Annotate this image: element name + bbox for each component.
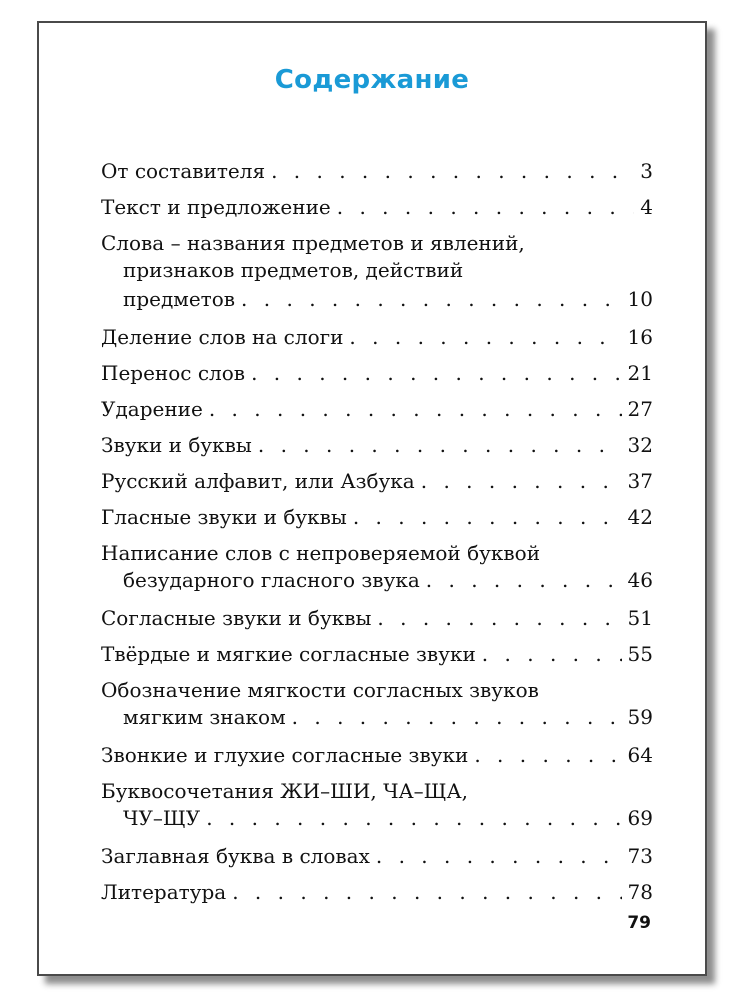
toc-entry-title-line: предметов — [123, 287, 236, 311]
toc-entry-page: 32 — [627, 433, 653, 457]
toc-entry-page: 42 — [627, 505, 653, 529]
toc-entry-page: 4 — [640, 195, 653, 219]
toc-entry-page: 51 — [627, 606, 653, 630]
document-page — [37, 21, 707, 976]
dot-leader — [426, 566, 622, 595]
toc-entry-title-line: Гласные звуки и буквы — [101, 505, 347, 529]
dot-leader — [232, 879, 621, 905]
toc-entry — [101, 230, 653, 314]
toc-entry-title-line: Текст и предложение — [101, 195, 331, 219]
toc-entry-title-line: признаков предметов, действий — [123, 258, 464, 282]
dot-leader — [209, 396, 622, 422]
toc-entry-page: 16 — [627, 325, 653, 349]
toc-entry-title-line: безударного гласного звука — [123, 568, 420, 592]
toc-entry-title-line: От составителя — [101, 159, 266, 183]
toc-entry — [101, 194, 653, 220]
dot-leader — [474, 742, 621, 768]
toc-entry — [101, 843, 653, 869]
toc-entry-title-line: Буквосочетания ЖИ–ШИ, ЧА–ЩА, — [101, 779, 469, 803]
toc-entry — [101, 879, 653, 905]
dot-leader — [258, 432, 622, 458]
toc-entry — [101, 778, 653, 833]
dot-leader — [251, 360, 621, 386]
page-number: 79 — [627, 913, 651, 933]
toc-entry-title-line: мягким знаком — [123, 705, 286, 729]
dot-leader — [292, 703, 622, 732]
toc-entry-title-line: Звуки и буквы — [101, 433, 252, 457]
dot-leader — [482, 641, 622, 667]
toc-entry — [101, 605, 653, 631]
toc-entry-title-line: Звонкие и глухие согласные звуки — [101, 743, 469, 767]
toc-entry — [101, 641, 653, 667]
dot-leader — [353, 504, 622, 530]
toc-entry-title-line: Литература — [101, 880, 227, 904]
page-title: Содержание — [274, 65, 470, 95]
toc-entry-title-line: Перенос слов — [101, 361, 246, 385]
toc-entry-title-line: Написание слов с непроверяемой буквой — [101, 541, 541, 565]
toc-entry-page: 10 — [627, 287, 653, 311]
toc-entry-title-line: Русский алфавит, или Азбука — [101, 469, 415, 493]
toc-entry-page: 69 — [627, 806, 653, 830]
toc-entry — [101, 158, 653, 184]
toc-entry-title-line: Согласные звуки и буквы — [101, 606, 372, 630]
toc-entry-title-line: Твёрдые и мягкие согласные звуки — [101, 642, 476, 666]
toc-entry-page: 55 — [627, 642, 653, 666]
dot-leader — [241, 285, 622, 314]
toc-entry — [101, 432, 653, 458]
toc-entry — [101, 504, 653, 530]
toc-entry-page: 21 — [627, 361, 653, 385]
toc-entry — [101, 468, 653, 494]
toc-entry — [101, 677, 653, 732]
toc-entry-page: 37 — [627, 469, 653, 493]
toc-entry — [101, 540, 653, 595]
dot-leader — [271, 158, 634, 184]
toc-entry-page: 27 — [627, 397, 653, 421]
toc-entry-page: 78 — [627, 880, 653, 904]
toc-entry-page: 46 — [627, 568, 653, 592]
toc-entry-page: 3 — [640, 159, 653, 183]
toc-entry — [101, 742, 653, 768]
toc-entry-title-line: Обозначение мягкости согласных звуков — [101, 678, 539, 702]
toc-entry — [101, 324, 653, 350]
toc-entry-title-line: Деление слов на слоги — [101, 325, 344, 349]
toc-entry-title-line: Заглавная буква в словах — [101, 844, 370, 868]
toc-entry-title-line: Ударение — [101, 397, 203, 421]
dot-leader — [206, 804, 621, 833]
toc-entry — [101, 360, 653, 386]
toc-entry-title-line: ЧУ–ЩУ — [123, 806, 201, 830]
toc-entry-title-line: Слова – названия предметов и явлений, — [101, 231, 525, 255]
toc-entry-page: 73 — [627, 844, 653, 868]
dot-leader — [376, 843, 622, 869]
dot-leader — [349, 324, 621, 350]
dot-leader — [337, 194, 635, 220]
toc-entry-page: 59 — [627, 705, 653, 729]
table-of-contents — [101, 158, 653, 915]
toc-entry-page: 64 — [627, 743, 653, 767]
dot-leader — [421, 468, 622, 494]
dot-leader — [377, 605, 621, 631]
toc-entry — [101, 396, 653, 422]
